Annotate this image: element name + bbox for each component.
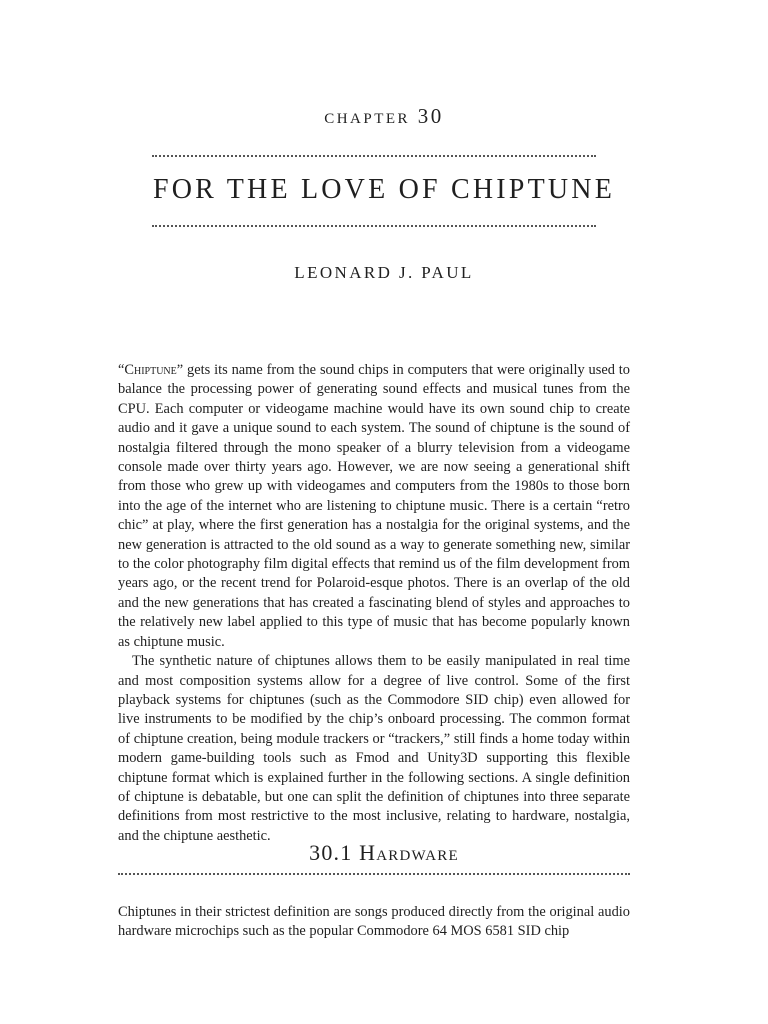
section-number: 30.1 (309, 840, 353, 865)
section-body (118, 903, 630, 942)
dotted-rule-bottom (152, 225, 596, 227)
dotted-rule-top (152, 155, 596, 157)
section-title: Hardware (359, 840, 459, 865)
intro-paragraph-1-text: gets its name from the sound chips in computers that were originally used to balance the processing power of generating sound effects and musical tunes from the CPU. Each computer or videogame machine would have its own sound chip to create audio and it gave a unique sound to each system. The sound of chiptune is the sound of nostalgia filtered through the mono speaker of a blurry television from a videogame console made over thirty years ago. However, we are now seeing a generational shift from those who grew up with videogames and computers from the 1980s to those born into the age of the internet who are listening to chiptune music. There is a certain “retro chic” at play, where the first generation has a nostalgia for the original systems, and the new generation is attracted to the old sound as a way to generate something new, similar to the color photography film digital effects that remind us of the film development from years ago, or the recent trend for Polaroid-esque photos. There is an overlap of the old and the new generations that has created a fascinating blend of styles and approaches to the relatively new label applied to this type of music that has become popularly known as chiptune music. (118, 362, 630, 650)
section-paragraph-1: Chiptunes in their strictest definition are songs produced directly from the original audio hardware microchips such as the popular Commodore 64 MOS 6581 SID chip (118, 904, 630, 940)
chapter-author: LEONARD J. PAUL (294, 263, 474, 282)
intro-lead-word: “Chiptune” (118, 362, 184, 378)
intro-paragraph-1 (118, 361, 630, 652)
section-dotted-rule (118, 873, 630, 875)
chapter-title: FOR THE LOVE OF CHIPTUNE (152, 174, 616, 205)
section-heading (0, 840, 768, 866)
chapter-label: chapter 30 (324, 104, 444, 128)
intro-paragraph-2: The synthetic nature of chiptunes allows them to be easily manipulated in real time and most composition systems allow for a degree of live control. Some of the first playback systems for chiptunes (such as the Commodore SID chip) even allowed for live instruments to be modified by the chip’s onboard processing. The common format of chiptune creation, being module trackers or “trackers,” still finds a home today within modern game-building tools such as Fmod and Unity3D supporting this flexible chiptune format which is explained further in the following sections. A single definition of chiptune is debatable, but one can split the definition of chiptunes into three separate definitions from most restrictive to the most inclusive, relating to hardware, nostalgia, and the chiptune aesthetic. (118, 653, 630, 844)
chapter-intro (118, 361, 630, 846)
